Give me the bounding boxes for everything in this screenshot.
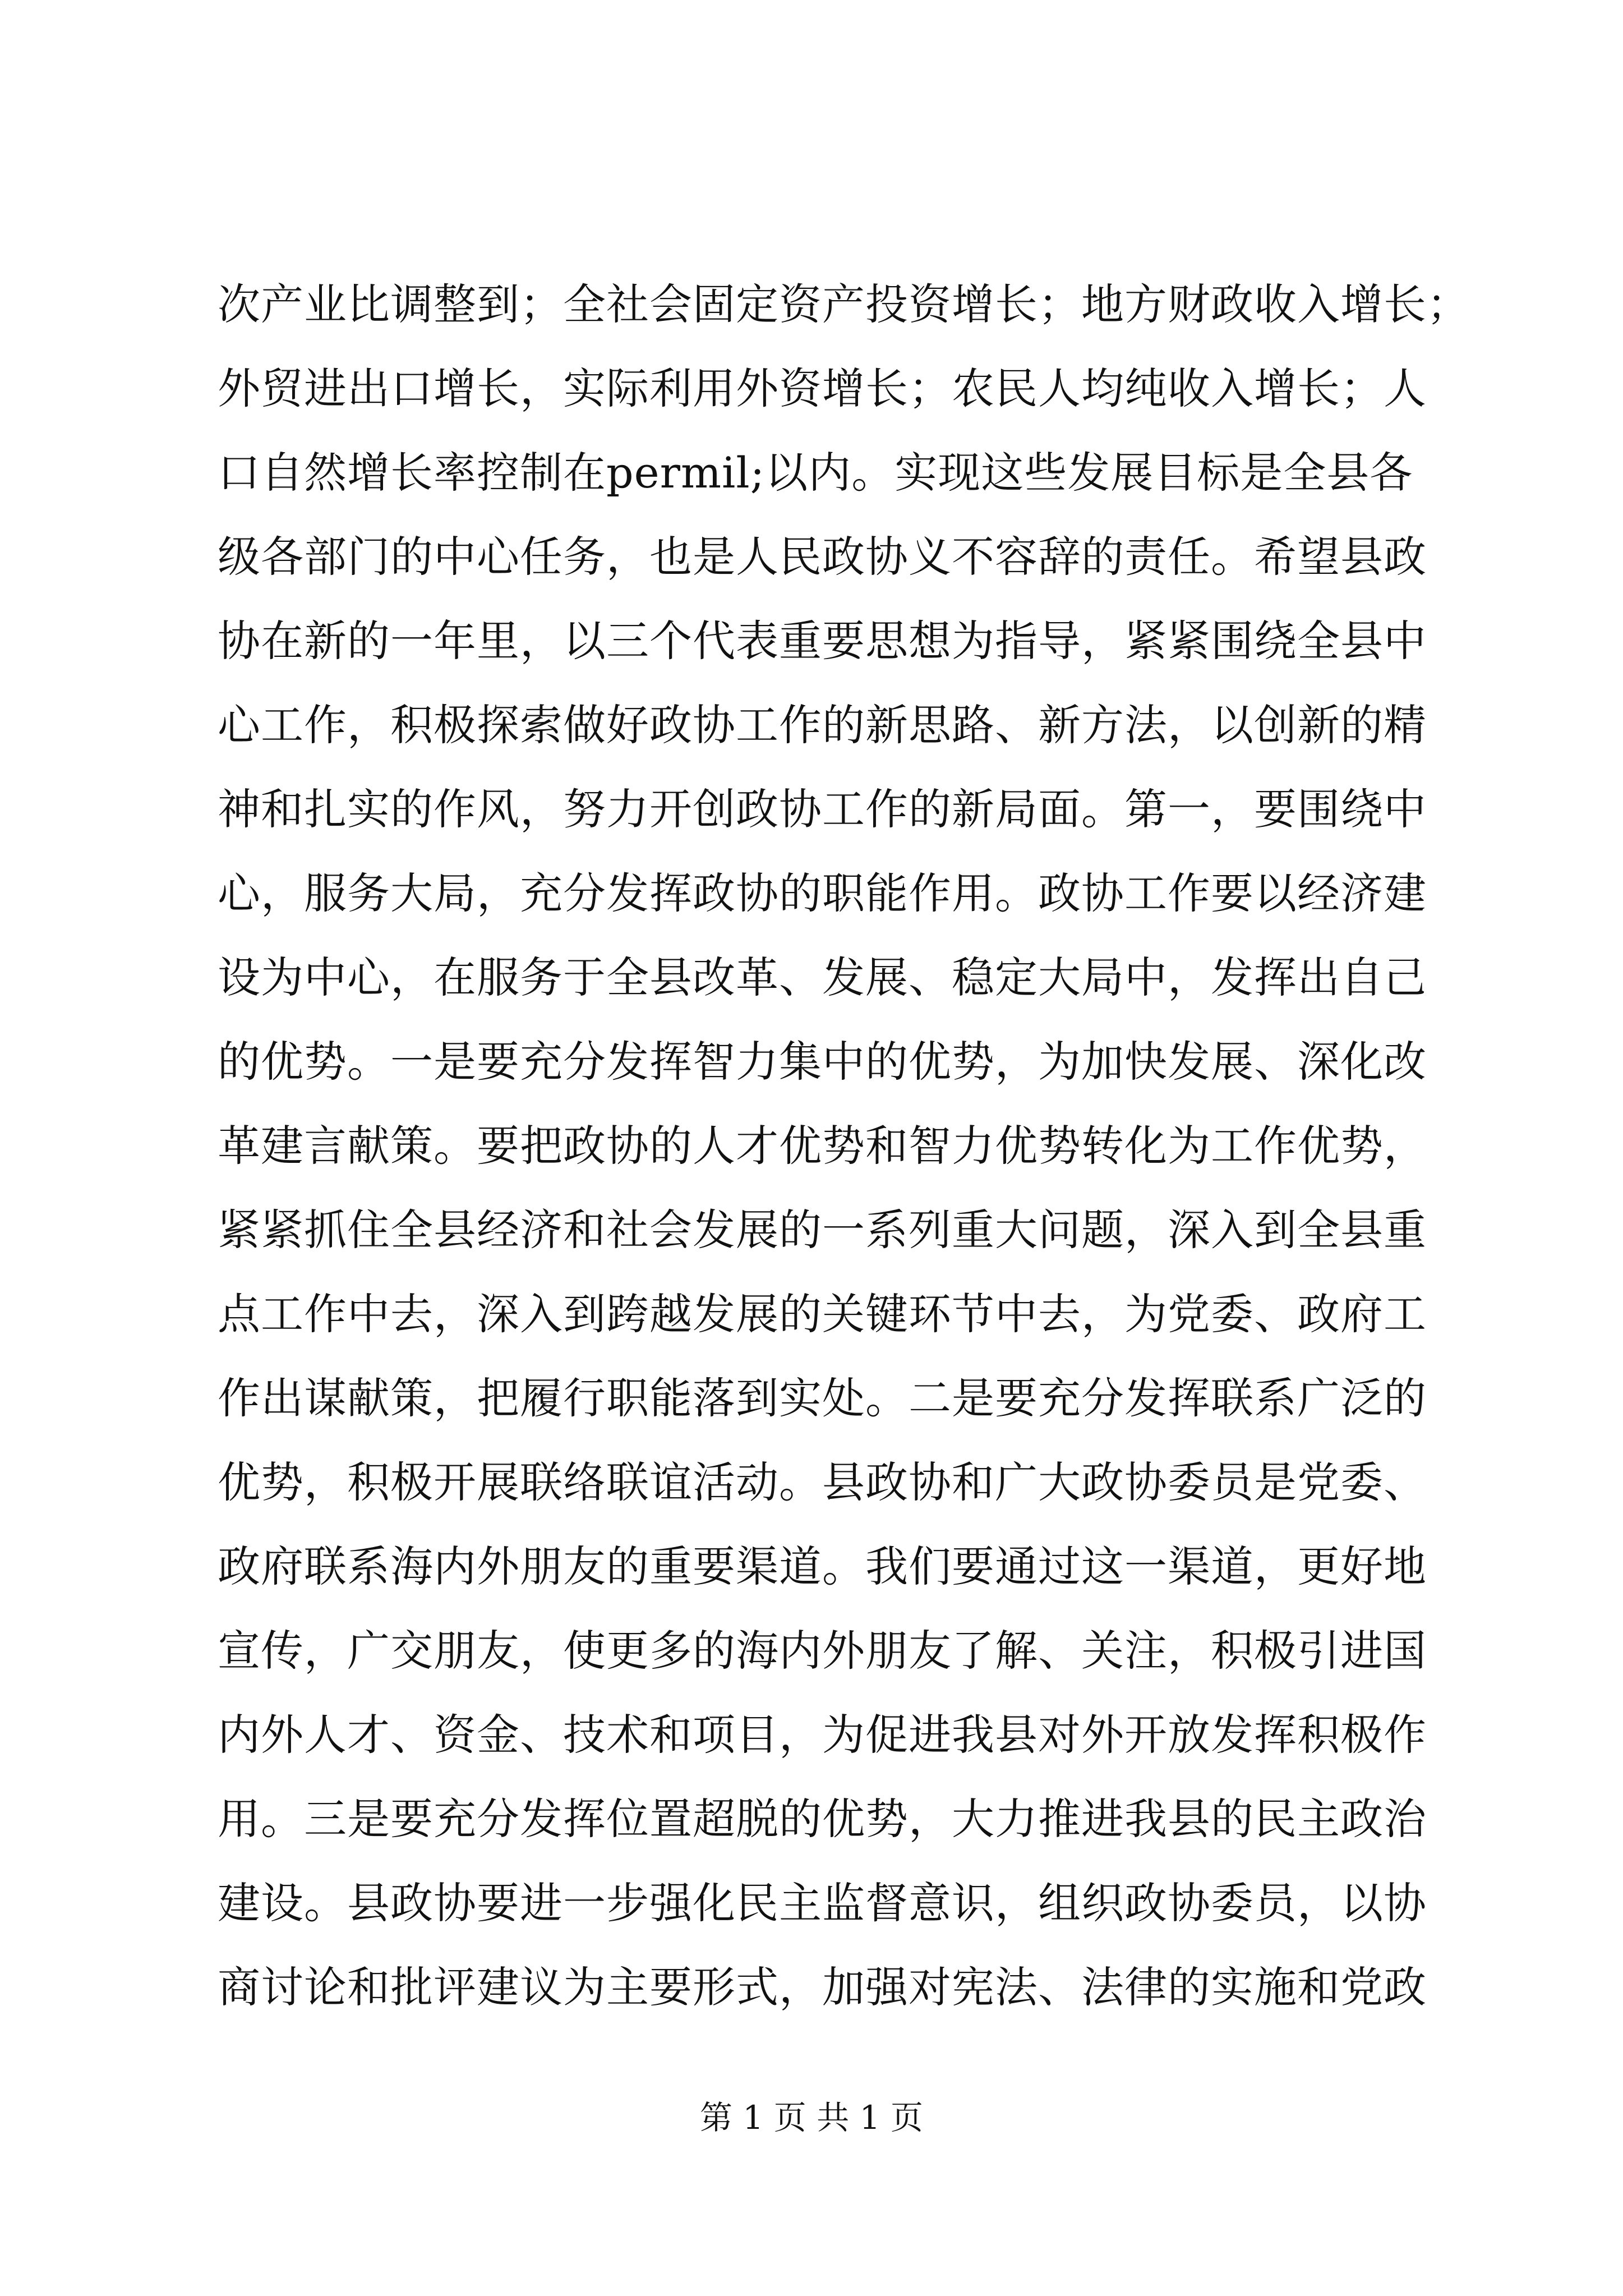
text-line: 作出谋献策，把履行职能落到实处。二是要充分发挥联系广泛的 <box>218 1373 1427 1423</box>
text-line: 紧紧抓住全县经济和社会发展的一系列重大问题，深入到全县重 <box>218 1205 1427 1255</box>
text-line: 革建言献策。要把政协的人才优势和智力优势转化为工作优势， <box>218 1121 1427 1171</box>
text-line: 优势，积极开展联络联谊活动。县政协和广大政协委员是党委、 <box>218 1457 1427 1507</box>
document-body <box>218 263 1470 2030</box>
text-line: 神和扎实的作风，努力开创政协工作的新局面。第一，要围绕中 <box>218 784 1427 834</box>
text-line: 内外人才、资金、技术和项目，为促进我县对外开放发挥积极作 <box>218 1710 1427 1760</box>
text-line: 商讨论和批评建议为主要形式，加强对宪法、法律的实施和党政 <box>218 1962 1427 2012</box>
text-line: 口自然增长率控制在permil;以内。实现这些发展目标是全县各 <box>218 448 1413 498</box>
text-line: 用。三是要充分发挥位置超脱的优势，大力推进我县的民主政治 <box>218 1794 1427 1844</box>
text-line: 心工作，积极探索做好政协工作的新思路、新方法，以创新的精 <box>218 700 1427 750</box>
page-number-label: 第 1 页 共 1 页 <box>700 2099 923 2137</box>
text-line: 心，服务大局，充分发挥政协的职能作用。政协工作要以经济建 <box>218 868 1427 918</box>
text-line: 政府联系海内外朋友的重要渠道。我们要通过这一渠道，更好地 <box>218 1542 1427 1591</box>
text-line: 点工作中去，深入到跨越发展的关键环节中去，为党委、政府工 <box>218 1289 1427 1339</box>
text-line: 外贸进出口增长，实际利用外资增长；农民人均纯收入增长；人 <box>218 364 1427 413</box>
text-line: 设为中心，在服务于全县改革、发展、稳定大局中，发挥出自己 <box>218 953 1427 1002</box>
text-line: 级各部门的中心任务，也是人民政协义不容辞的责任。希望县政 <box>218 532 1427 582</box>
text-line: 宣传，广交朋友，使更多的海内外朋友了解、关注，积极引进国 <box>218 1626 1427 1676</box>
page-footer <box>0 2095 1623 2140</box>
text-line: 建设。县政协要进一步强化民主监督意识，组织政协委员，以协 <box>218 1878 1427 1928</box>
text-line: 次产业比调整到；全社会固定资产投资增长；地方财政收入增长； <box>218 279 1470 329</box>
text-line: 协在新的一年里，以三个代表重要思想为指导，紧紧围绕全县中 <box>218 616 1427 666</box>
text-line: 的优势。一是要充分发挥智力集中的优势，为加快发展、深化改 <box>218 1037 1427 1087</box>
